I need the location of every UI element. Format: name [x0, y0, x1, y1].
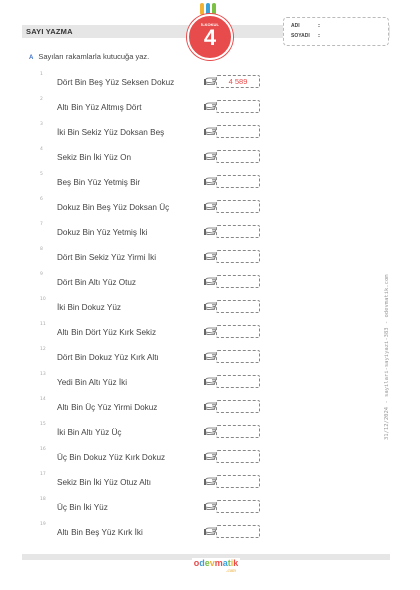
answer-box[interactable]	[216, 300, 260, 313]
number-words: Üç Bin Dokuz Yüz Kırk Dokuz	[57, 453, 166, 462]
exercise-row	[0, 497, 420, 521]
ribbon-yellow	[200, 3, 204, 15]
answer-box[interactable]	[216, 350, 260, 363]
answer-box[interactable]	[216, 125, 260, 138]
exercise-row	[0, 247, 420, 271]
exercise-row	[0, 72, 420, 96]
answer-box[interactable]	[216, 150, 260, 163]
row-number: 18	[40, 497, 46, 502]
badge-number: 4	[203, 25, 217, 50]
answer-box[interactable]	[216, 275, 260, 288]
name-box[interactable]	[283, 17, 389, 46]
row-number: 3	[40, 122, 43, 127]
exercise-row	[0, 522, 420, 546]
instruction-letter: A	[29, 55, 34, 61]
badge-subtitle: İLKOKUL	[201, 22, 219, 27]
number-words: Dört Bin Altı Yüz Otuz	[57, 278, 137, 287]
number-words: İki Bin Dokuz Yüz	[57, 303, 122, 312]
answer-box[interactable]	[216, 200, 260, 213]
logo-main: odevmatik	[193, 558, 239, 568]
answer-box[interactable]	[216, 175, 260, 188]
exercise-row	[0, 222, 420, 246]
exercise-row	[0, 472, 420, 496]
exercise-row	[0, 172, 420, 196]
row-number: 13	[40, 372, 46, 377]
number-words: Altı Bin Dört Yüz Kırk Sekiz	[57, 328, 157, 337]
exercise-row	[0, 122, 420, 146]
answer-box[interactable]	[216, 500, 260, 513]
number-words: İki Bin Altı Yüz Üç	[57, 428, 122, 437]
row-number: 17	[40, 472, 46, 477]
exercise-row	[0, 272, 420, 296]
number-words: Sekiz Bin İki Yüz On	[57, 153, 132, 162]
exercise-row	[0, 147, 420, 171]
answer-box[interactable]	[216, 225, 260, 238]
answer-box[interactable]	[216, 250, 260, 263]
surname-label: SOYADI	[291, 33, 310, 39]
number-words: Altı Bin Beş Yüz Kırk İki	[57, 528, 143, 537]
number-words: İki Bin Sekiz Yüz Doksan Beş	[57, 128, 165, 137]
odevmatik-logo	[186, 551, 246, 577]
row-number: 15	[40, 422, 46, 427]
number-words: Beş Bin Yüz Yetmiş Bir	[57, 178, 141, 187]
row-number: 1	[40, 72, 43, 77]
exercise-row	[0, 447, 420, 471]
exercise-row	[0, 422, 420, 446]
row-number: 2	[40, 97, 43, 102]
row-number: 8	[40, 247, 43, 252]
number-words: Dokuz Bin Yüz Yetmiş İki	[57, 228, 148, 237]
side-footer-text: 31/12/2024 - sayilari-sayiyazi-383 - odevmatik.com	[384, 274, 390, 440]
number-words: Yedi Bin Altı Yüz İki	[57, 378, 128, 387]
exercise-row	[0, 197, 420, 221]
exercise-row	[0, 297, 420, 321]
number-words: Üç Bin İki Yüz	[57, 503, 108, 512]
row-number: 10	[40, 297, 46, 302]
answer-box[interactable]	[216, 100, 260, 113]
answer-box[interactable]	[216, 450, 260, 463]
exercise-row	[0, 397, 420, 421]
instruction-text: Sayıları rakamlarla kutucuğa yaz.	[38, 52, 150, 61]
page-title: SAYI YAZMA	[26, 27, 73, 36]
answer-box[interactable]	[216, 425, 260, 438]
number-words: Dört Bin Dokuz Yüz Kırk Altı	[57, 353, 159, 362]
answer-box[interactable]	[216, 75, 260, 88]
number-words: Dört Bin Beş Yüz Seksen Dokuz	[57, 78, 175, 87]
exercise-row	[0, 372, 420, 396]
answer-box[interactable]	[216, 375, 260, 388]
number-words: Sekiz Bin İki Yüz Otuz Altı	[57, 478, 152, 487]
logo-sub: .com	[226, 569, 236, 574]
number-words: Altı Bin Üç Yüz Yirmi Dokuz	[57, 403, 158, 412]
exercise-row	[0, 322, 420, 346]
grade-badge	[187, 14, 233, 60]
name-label: ADI	[291, 23, 300, 29]
number-words: Dört Bin Sekiz Yüz Yirmi İki	[57, 253, 157, 262]
name-colon: :	[318, 23, 320, 29]
row-number: 14	[40, 397, 46, 402]
row-number: 19	[40, 522, 46, 527]
row-number: 12	[40, 347, 46, 352]
row-number: 11	[40, 322, 46, 327]
row-number: 7	[40, 222, 43, 227]
instruction	[29, 52, 149, 61]
row-number: 9	[40, 272, 43, 277]
exercise-row	[0, 97, 420, 121]
number-words: Altı Bin Yüz Altmış Dört	[57, 103, 142, 112]
answer-box[interactable]	[216, 525, 260, 538]
answer-box[interactable]	[216, 400, 260, 413]
row-number: 16	[40, 447, 46, 452]
answer-box[interactable]	[216, 475, 260, 488]
answer-value: 4 589	[228, 77, 248, 86]
row-number: 6	[40, 197, 43, 202]
row-number: 5	[40, 172, 43, 177]
surname-colon: :	[318, 33, 320, 39]
number-words: Dokuz Bin Beş Yüz Doksan Üç	[57, 203, 170, 212]
answer-box[interactable]	[216, 325, 260, 338]
row-number: 4	[40, 147, 43, 152]
exercise-row	[0, 347, 420, 371]
